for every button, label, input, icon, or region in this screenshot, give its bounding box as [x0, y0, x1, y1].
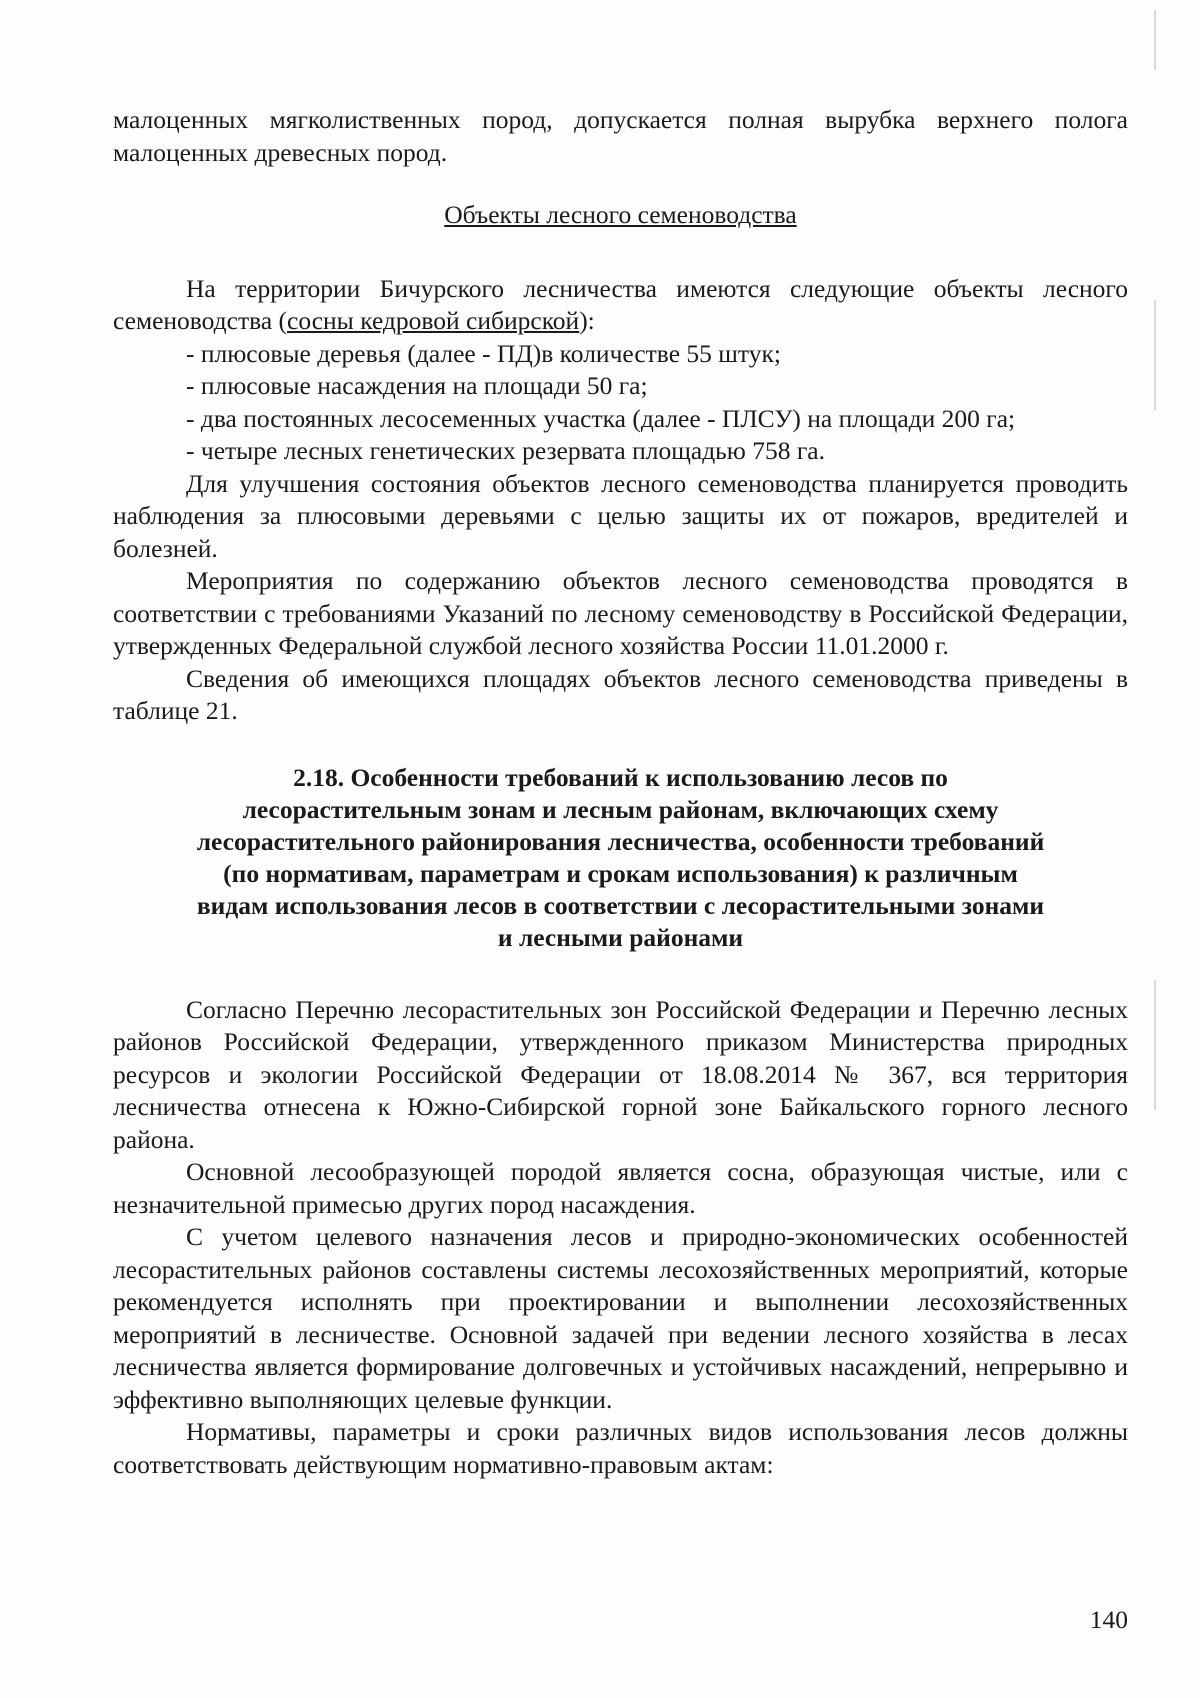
table-reference-paragraph: Сведения об имеющихся площадях объектов лесного семеноводства приведены в таблице 21. — [113, 663, 1128, 725]
section-heading-line: видам использования лесов в соответствии с лесорастительными зонами — [196, 890, 1045, 920]
scan-edge-mark — [1154, 980, 1156, 1110]
section-heading-2-18 — [113, 762, 1128, 954]
section-heading-line: 2.18. Особенности требований к использованию лесов по — [293, 762, 948, 792]
scan-edge-mark — [1154, 10, 1156, 70]
section-heading-line: (по нормативам, параметрам и срокам использования) к различным — [223, 858, 1018, 888]
improvement-paragraph: Для улучшения состояния объектов лесного семеноводства планируется проводить наблюдения за плюсовыми деревьями с целью защиты их от пожаров, вредителей и болезней. — [113, 468, 1128, 563]
territory-text-end: ): — [579, 306, 595, 335]
list-item-genetic-reserves: - четыре лесных генетических резервата площадью 758 га. — [186, 436, 825, 465]
subheading-seed-objects: Объекты лесного семеноводства — [444, 200, 797, 229]
zone-paragraph: Согласно Перечню лесорастительных зон Российской Федерации и Перечню лесных районов Российской Федерации, утвержденного приказом Министерства природных ресурсов и экологии Российской Федерации от 18.08.2014 № 367, вся территория лесничества отнесена к Южно-Сибирской горной зоне Байкальского горного лесного района. — [113, 994, 1128, 1154]
section-heading-line: лесорастительного районирования лесничества, особенности требований — [196, 826, 1045, 856]
territory-text-start: На территории Бичурского лесничества имеются следующие объекты лесного семеноводства ( — [113, 273, 1128, 335]
section-heading-line: лесорастительным зонам и лесным районам, включающих схему — [242, 794, 999, 824]
territory-species-underlined: сосны кедровой сибирской — [287, 306, 580, 335]
list-item-seed-plots: - два постоянных лесосеменных участка (далее - ПЛСУ) на площади 200 га; — [186, 403, 1016, 433]
page-body — [113, 104, 1128, 1481]
territory-paragraph — [113, 273, 1128, 338]
list-item-plus-stands: - плюсовые насаждения на площади 50 га; — [186, 371, 648, 400]
intro-paragraph: малоценных мягколиственных пород, допускается полная вырубка верхнего полога малоценных древесных пород. — [113, 105, 1128, 167]
page-number: 140 — [1089, 1605, 1128, 1634]
systems-paragraph: С учетом целевого назначения лесов и природно-экономических особенностей лесорастительных районов составлены системы лесохозяйственных мероприятий, которые рекомендуется исполнять при проектировании и выполнении лесохозяйственных мероприятий в лесничестве. Основной задачей при ведении лесного хозяйства в лесах лесничества является формирование долговечных и устойчивых насаждений, непрерывно и эффективно выполняющих целевые функции. — [113, 1222, 1128, 1414]
list-item-plus-trees: - плюсовые деревья (далее - ПД)в количестве 55 штук; — [186, 338, 781, 368]
measures-paragraph: Мероприятия по содержанию объектов лесного семеноводства проводятся в соответствии с требованиями Указаний по лесному семеноводству в Российской Федерации, утвержденных Федеральной службой лесного хозяйства России 11.01.2000 г. — [113, 566, 1128, 660]
scan-edge-mark — [1154, 300, 1156, 410]
section-heading-line: и лесными районами — [497, 922, 744, 952]
species-paragraph: Основной лесообразующей породой является сосна, образующая чистые, или с незначительной примесью других пород насаждения. — [113, 1157, 1128, 1219]
norms-paragraph: Нормативы, параметры и сроки различных видов использования лесов должны соответствовать действующим нормативно-правовым актам: — [113, 1417, 1128, 1479]
